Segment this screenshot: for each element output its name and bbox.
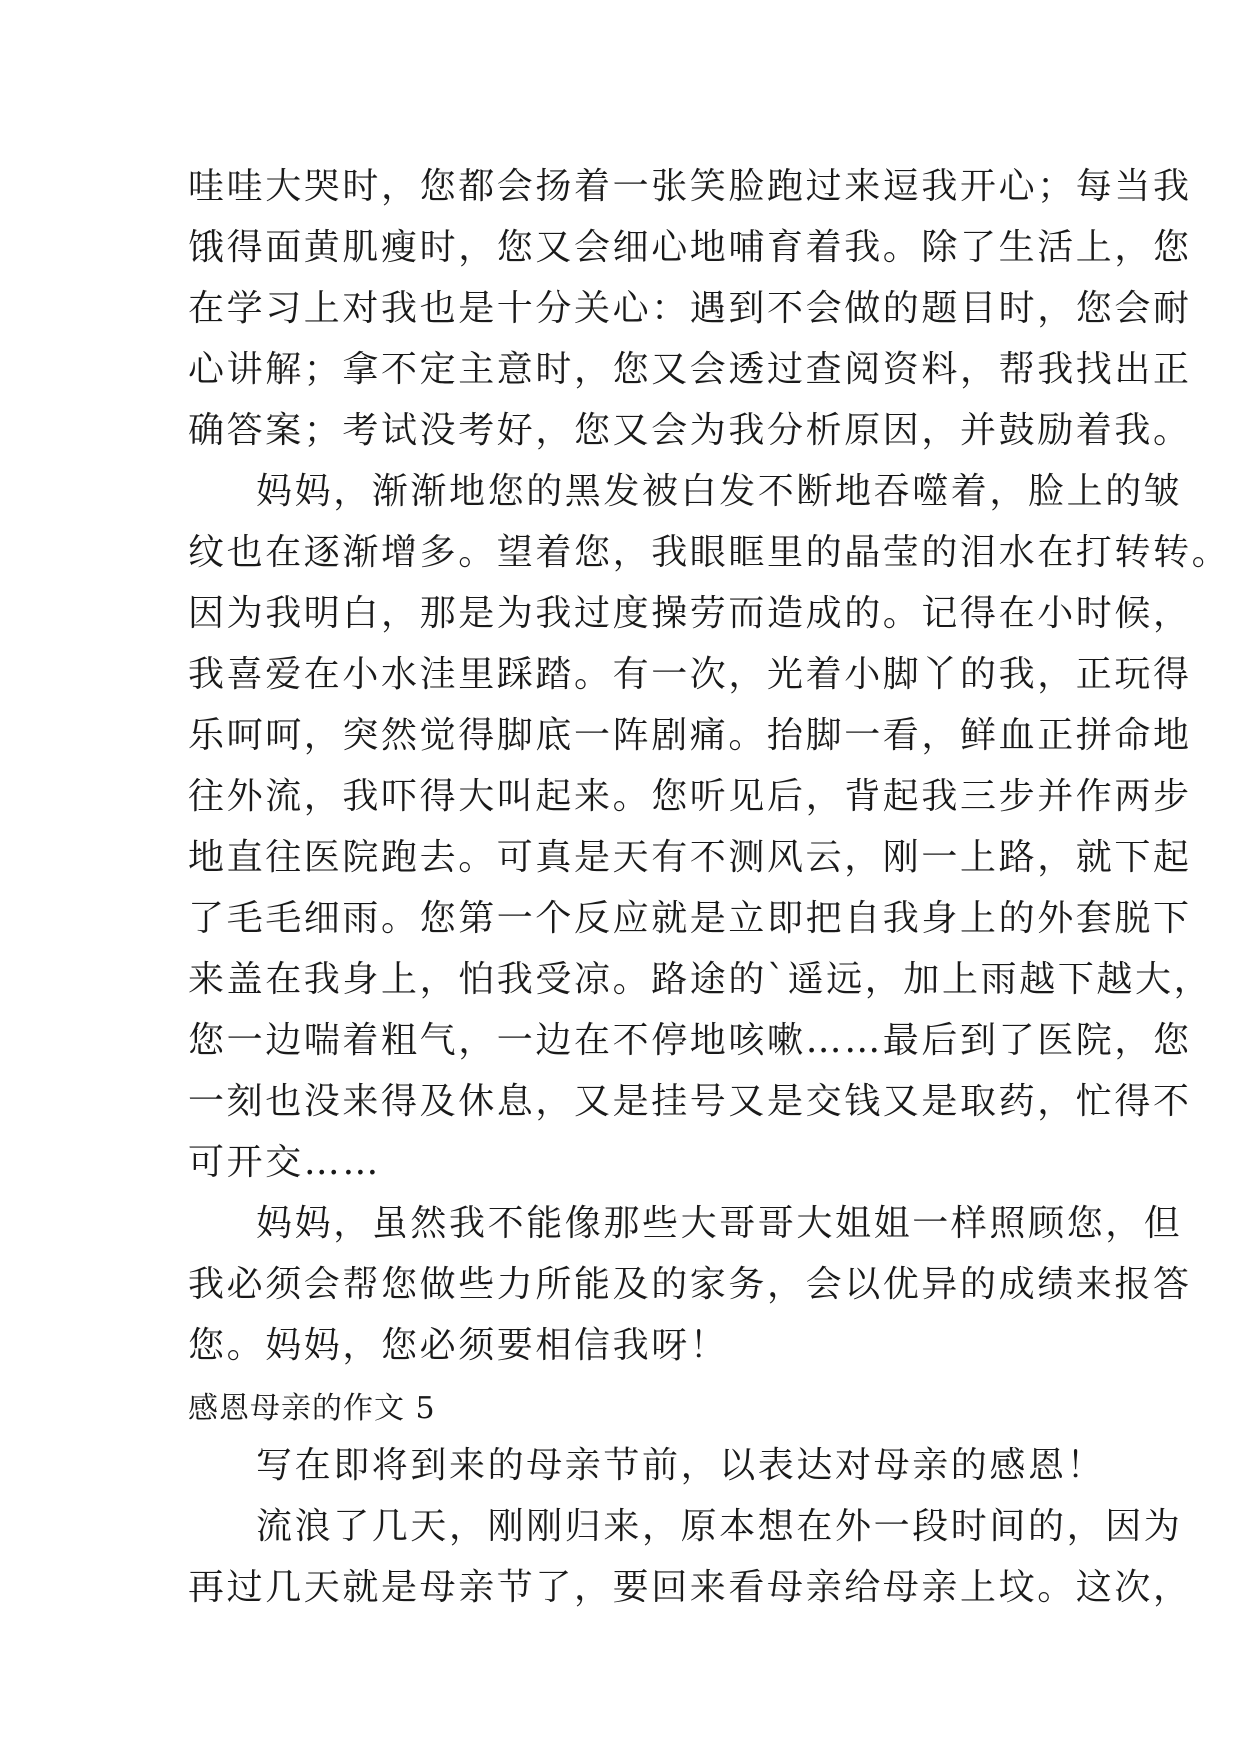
text-line: 饿得面黄肌瘦时，您又会细心地哺育着我。除了生活上，您 bbox=[188, 227, 1192, 268]
text-line: 在学习上对我也是十分关心：遇到不会做的题目时，您会耐 bbox=[188, 288, 1192, 329]
text-line: 一刻也没来得及休息，又是挂号又是交钱又是取药，忙得不 bbox=[188, 1081, 1192, 1122]
text-line: 地直往医院跑去。可真是天有不测风云，刚一上路，就下起 bbox=[188, 837, 1192, 878]
text-line: 哇哇大哭时，您都会扬着一张笑脸跑过来逗我开心；每当我 bbox=[188, 166, 1192, 207]
text-line: 您一边喘着粗气，一边在不停地咳嗽……最后到了医院，您 bbox=[188, 1020, 1192, 1061]
text-line: 您。妈妈，您必须要相信我呀！ bbox=[188, 1325, 729, 1366]
text-line: 因为我明白，那是为我过度操劳而造成的。记得在小时候， bbox=[188, 593, 1192, 634]
text-line: 确答案；考试没考好，您又会为我分析原因，并鼓励着我。 bbox=[188, 410, 1192, 451]
paragraph-first-line: 流浪了几天，刚刚归来，原本想在外一段时间的，因为 bbox=[256, 1506, 1183, 1547]
text-line: 我喜爱在小水洼里踩踏。有一次，光着小脚丫的我，正玩得 bbox=[188, 654, 1192, 695]
paragraph-first-line: 妈妈，渐渐地您的黑发被白发不断地吞噬着，脸上的皱 bbox=[256, 471, 1183, 512]
text-line: 乐呵呵，突然觉得脚底一阵剧痛。抬脚一看，鲜血正拼命地 bbox=[188, 715, 1192, 756]
paragraph-first-line: 妈妈，虽然我不能像那些大哥哥大姐姐一样照顾您，但 bbox=[256, 1203, 1183, 1244]
paragraph-first-line: 写在即将到来的母亲节前，以表达对母亲的感恩！ bbox=[256, 1445, 1106, 1486]
text-line: 再过几天就是母亲节了，要回来看母亲给母亲上坟。这次， bbox=[188, 1567, 1192, 1608]
text-line: 可开交…… bbox=[188, 1142, 381, 1183]
text-line: 来盖在我身上，怕我受凉。路途的`遥远，加上雨越下越大， bbox=[188, 959, 1213, 1000]
text-line: 往外流，我吓得大叫起来。您听见后，背起我三步并作两步 bbox=[188, 776, 1192, 817]
text-line: 了毛毛细雨。您第一个反应就是立即把自我身上的外套脱下 bbox=[188, 898, 1192, 939]
text-line: 心讲解；拿不定主意时，您又会透过查阅资料，帮我找出正 bbox=[188, 349, 1192, 390]
text-line: 我必须会帮您做些力所能及的家务，会以优异的成绩来报答 bbox=[188, 1264, 1192, 1305]
section-heading: 感恩母亲的作文 5 bbox=[188, 1391, 436, 1426]
text-line: 纹也在逐渐增多。望着您，我眼眶里的晶莹的泪水在打转转。 bbox=[188, 532, 1231, 573]
